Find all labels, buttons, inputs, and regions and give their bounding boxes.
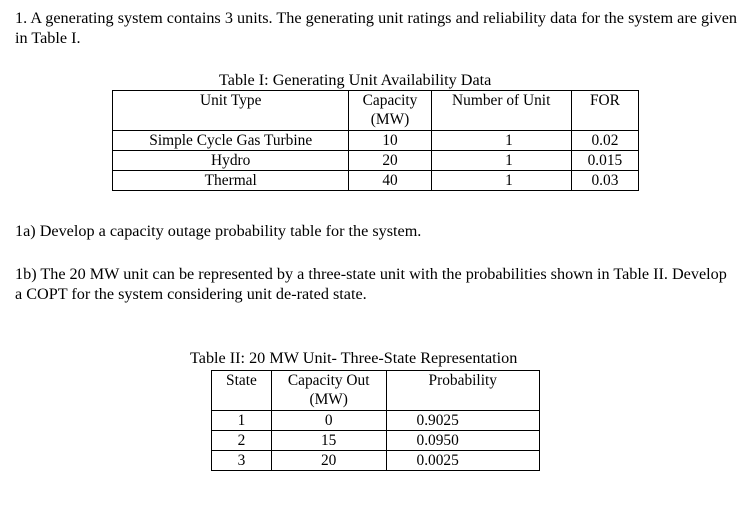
- cell-for: 0.03: [571, 171, 638, 191]
- cell-capacity-out: 0: [271, 411, 386, 431]
- cell-number-of-unit: 1: [431, 151, 571, 171]
- cell-probability: 0.0025: [386, 451, 540, 471]
- table1-caption: Table I: Generating Unit Availability Data: [219, 71, 492, 89]
- table-row: [113, 151, 639, 171]
- cell-unit-type: Thermal: [113, 171, 349, 191]
- cell-state: 1: [212, 411, 272, 431]
- cell-unit-type: Hydro: [113, 151, 349, 171]
- cell-number-of-unit: 1: [431, 131, 571, 151]
- problem-intro: 1. A generating system contains 3 units. The generating unit ratings and reliability data for the system are given in Table I.: [15, 9, 737, 47]
- header-capacity: Capacity (MW): [349, 91, 431, 131]
- cell-state: 2: [212, 431, 272, 451]
- table-header-row: [212, 371, 540, 411]
- cell-probability: 0.9025: [386, 411, 540, 431]
- cell-capacity: 20: [349, 151, 431, 171]
- header-capacity-out: Capacity Out (MW): [271, 371, 386, 411]
- cell-capacity: 10: [349, 131, 431, 151]
- cell-unit-type: Simple Cycle Gas Turbine: [113, 131, 349, 151]
- cell-state: 3: [212, 451, 272, 471]
- cell-capacity: 40: [349, 171, 431, 191]
- header-for: FOR: [571, 91, 638, 131]
- question-1a: 1a) Develop a capacity outage probability table for the system.: [15, 222, 422, 240]
- cell-for: 0.02: [571, 131, 638, 151]
- table-row: [113, 171, 639, 191]
- table-row: [113, 131, 639, 151]
- cell-capacity-out: 20: [271, 451, 386, 471]
- question-1b: 1b) The 20 MW unit can be represented by a three-state unit with the probabilities shown in Table II. Develop a COPT for the system considering unit de-rated state.: [15, 265, 727, 303]
- table-row: [212, 431, 540, 451]
- cell-number-of-unit: 1: [431, 171, 571, 191]
- cell-probability: 0.0950: [386, 431, 540, 451]
- cell-for: 0.015: [571, 151, 638, 171]
- table2-caption: Table II: 20 MW Unit- Three-State Representation: [190, 349, 518, 367]
- generating-unit-table: [112, 90, 639, 191]
- header-unit-type: Unit Type: [113, 91, 349, 131]
- three-state-table: [211, 370, 540, 471]
- table-row: [212, 451, 540, 471]
- table-header-row: [113, 91, 639, 131]
- cell-capacity-out: 15: [271, 431, 386, 451]
- header-state: State: [212, 371, 272, 411]
- header-number-of-unit: Number of Unit: [431, 91, 571, 131]
- table-row: [212, 411, 540, 431]
- header-probability: Probability: [386, 371, 540, 411]
